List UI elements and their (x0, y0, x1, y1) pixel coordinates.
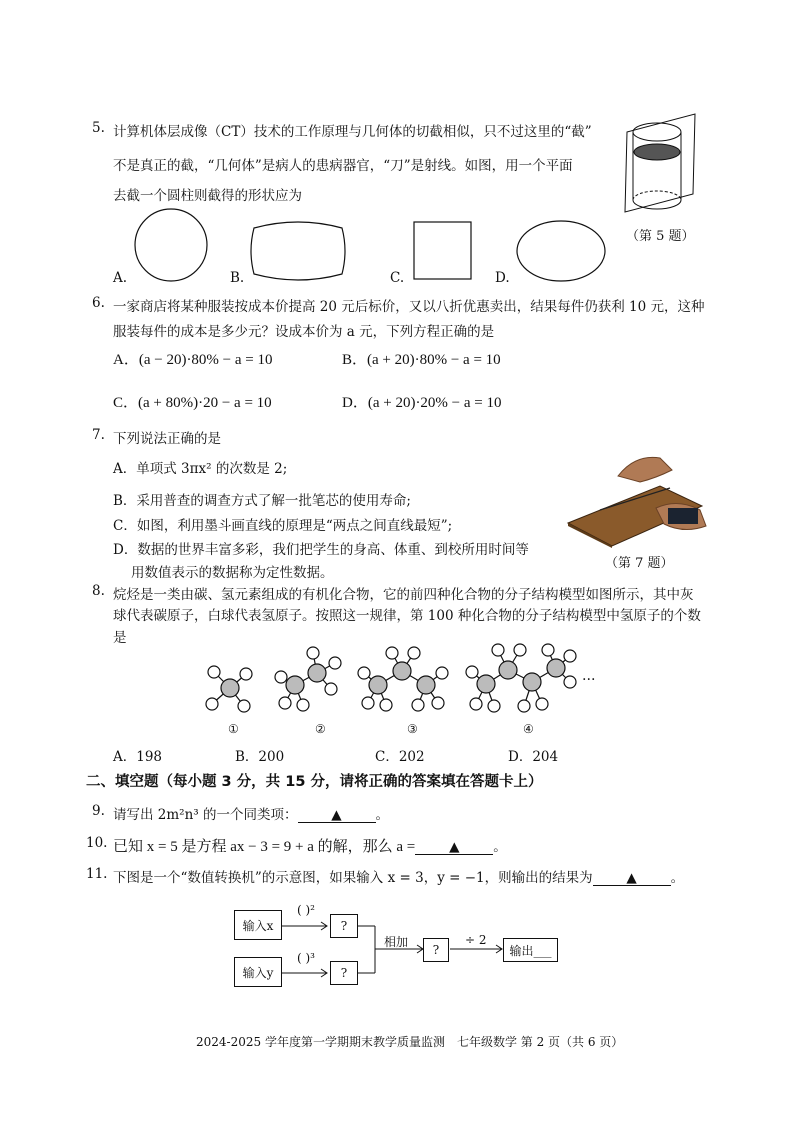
q5-option-c-square (413, 221, 473, 281)
q7-option-d-line2: 用数值表示的数据称为定性数据。 (131, 565, 334, 581)
q8-molecule-3 (358, 645, 448, 715)
flow-add-label: 相加 (384, 935, 409, 949)
q5-option-a-label: A. (113, 270, 128, 286)
q10-text (113, 835, 507, 856)
flow-cube-op: ( )³ (297, 951, 315, 965)
q11-end: 。 (670, 870, 685, 886)
q11-number: 11. (86, 866, 108, 882)
flow-output-box (503, 938, 558, 962)
flow-input-y-label: 输入y (242, 965, 274, 980)
q8-option-d: D．204 (508, 749, 559, 765)
q5-option-d-ellipse (516, 220, 606, 282)
q8-molecule-2 (273, 645, 343, 715)
q9-number: 9. (92, 803, 105, 819)
q10-number: 10. (86, 835, 108, 851)
flow-x-result-box (330, 914, 358, 938)
q10-end: 。 (493, 839, 507, 855)
q9-text (113, 803, 389, 823)
flow-square-op: ( )² (297, 903, 315, 917)
q8-number: 8. (92, 583, 105, 599)
flow-y-result-box (330, 961, 358, 985)
flow-x-result-label: ? (340, 919, 348, 933)
flow-divide-label: ÷ 2 (465, 933, 487, 947)
q9-stem: 请写出 2m²n³ 的一个同类项： (113, 807, 298, 823)
q11-blank-marker: ▲ (626, 870, 637, 886)
q7-stem: 下列说法正确的是 (113, 431, 221, 447)
q5-stem-line1: 计算机体层成像（CT）技术的工作原理与几何体的切截相似，只不过这里的“截” (113, 124, 592, 140)
q5-stem-line3: 去截一个圆柱则截得的形状应为 (113, 188, 302, 204)
q11-answer-blank[interactable] (593, 871, 671, 886)
q6-option-c: C．(a + 80%)·20 − a = 10 (113, 395, 272, 411)
q5-stem-line2: 不是真正的截，“几何体”是病人的患病器官，“刀”是射线。如图，用一个平面 (113, 158, 573, 174)
flow-input-x-box (234, 910, 282, 940)
flow-input-x-label: 输入x (242, 918, 274, 933)
q8-option-b: B．200 (235, 749, 285, 765)
q5-option-b-label: B. (230, 270, 245, 286)
q8-option-a: A．198 (113, 749, 163, 765)
q5-cylinder-figure (615, 112, 705, 222)
q5-option-b-barrel (250, 220, 346, 282)
q11-stem: 下图是一个“数值转换机”的示意图，如果输入 x = 3，y = −1，则输出的结果为 (113, 870, 593, 886)
q10-stem: 已知 x = 5 是方程 ax − 3 = 9 + a 的解，那么 a = (113, 839, 416, 855)
q9-end: 。 (375, 807, 389, 823)
q7-option-c: C．如图，利用墨斗画直线的原理是“两点之间直线最短”; (113, 518, 453, 534)
q7-option-a: A．单项式 3πx² 的次数是 2; (113, 461, 288, 477)
q8-label-4: ④ (523, 722, 534, 736)
q6-stem-line2: 服装每件的成本是多少元？设成本价为 a 元，下列方程正确的是 (113, 324, 495, 340)
q5-number: 5. (92, 120, 105, 136)
flow-output-label: 输出___ (509, 943, 552, 958)
q6-number: 6. (92, 295, 105, 311)
q8-molecule-1 (200, 660, 260, 720)
q8-label-3: ③ (407, 722, 418, 736)
q8-stem-line2: 球代表碳原子，白球代表氢原子。按照这一规律，第 100 种化合物的分子结构模型中氢原子的个数 (113, 608, 701, 624)
page-footer: 2024-2025 学年度第一学期期末教学质量监测 七年级数学 第 2 页（共 6 页） (196, 1035, 624, 1049)
q5-caption: （第 5 题） (626, 229, 695, 244)
q8-label-1: ① (228, 722, 239, 736)
q8-stem-line1: 烷烃是一类由碳、氢元素组成的有机化合物，它的前四种化合物的分子结构模型如图所示，其中灰 (113, 587, 694, 603)
section-2-title: 二、填空题（每小题 3 分，共 15 分，请将正确的答案填在答题卡上） (86, 774, 543, 790)
q11-text (113, 866, 684, 886)
q8-ellipsis: … (582, 668, 596, 684)
q7-caption: （第 7 题） (605, 556, 674, 571)
q6-option-b: B．(a + 20)·80% − a = 10 (342, 352, 501, 368)
q9-blank-marker: ▲ (331, 807, 342, 823)
flow-sum-label: ? (432, 943, 440, 957)
q8-label-2: ② (315, 722, 326, 736)
q10-answer-blank[interactable] (415, 840, 493, 855)
q7-ink-line-figure (560, 448, 710, 548)
q6-stem-line1: 一家商店将某种服装按成本价提高 20 元后标价，又以八折优惠卖出，结果每件仍获利 10 元，这种 (113, 299, 705, 315)
q8-option-c: C．202 (375, 749, 425, 765)
q10-blank-marker: ▲ (449, 839, 460, 855)
q7-option-d-line1: D．数据的世界丰富多彩，我们把学生的身高、体重、到校所用时间等 (113, 542, 529, 558)
q8-stem-line3: 是 (113, 630, 127, 646)
flow-input-y-box (234, 957, 282, 987)
q7-number: 7. (92, 427, 105, 443)
q5-option-d-label: D. (495, 270, 510, 286)
q6-option-d: D．(a + 20)·20% − a = 10 (342, 395, 502, 411)
q5-option-c-label: C. (390, 270, 405, 286)
q9-answer-blank[interactable] (298, 808, 376, 823)
q7-option-b: B．采用普查的调查方式了解一批笔芯的使用寿命; (113, 493, 411, 509)
q5-option-a-circle (134, 208, 210, 284)
q6-option-a: A．(a − 20)·80% − a = 10 (113, 352, 273, 368)
flow-sum-box (423, 938, 449, 962)
flow-y-result-label: ? (340, 966, 348, 980)
q8-molecule-4 (466, 642, 578, 716)
